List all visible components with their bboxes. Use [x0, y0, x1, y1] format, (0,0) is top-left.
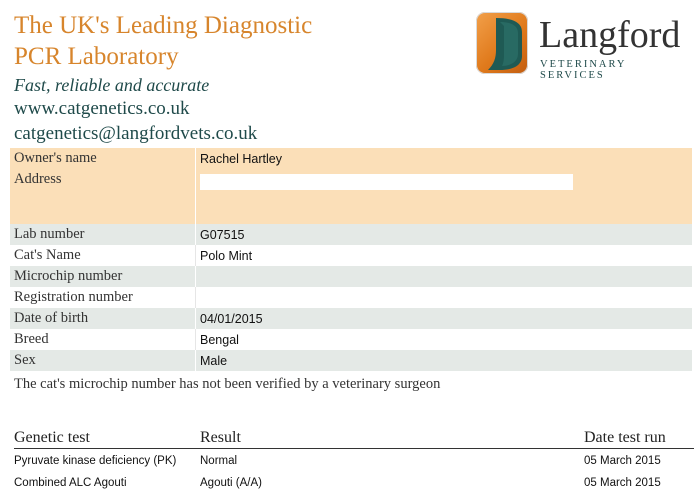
tests-header-row [14, 428, 694, 449]
registration-value [196, 287, 693, 308]
address-label: Address [10, 169, 196, 224]
table-row [10, 266, 692, 287]
langford-logo [476, 12, 692, 81]
address-value [196, 169, 693, 224]
logo-name: Langford [539, 14, 681, 56]
test-result: Normal [200, 455, 238, 467]
test-name: Pyruvate kinase deficiency (PK) [14, 455, 177, 467]
table-row [10, 287, 692, 308]
table-row [10, 245, 692, 266]
microchip-note: The cat's microchip number has not been verified by a veterinary surgeon [14, 376, 441, 392]
sex-label: Sex [10, 350, 196, 371]
test-date: 05 March 2015 [584, 455, 661, 467]
registration-label: Registration number [10, 287, 196, 308]
table-row [10, 224, 692, 245]
address-redacted-box [200, 174, 573, 190]
report-header [14, 10, 454, 146]
table-row [10, 169, 692, 224]
microchip-value [196, 266, 693, 287]
header-date: Date test run [584, 429, 666, 446]
dob-value: 04/01/2015 [196, 308, 693, 329]
cat-name-label: Cat's Name [10, 245, 196, 266]
headline-line-1: The UK's Leading Diagnostic [14, 12, 313, 39]
sex-value: Male [196, 350, 693, 371]
lab-number-label: Lab number [10, 224, 196, 245]
logo-subtitle: VETERINARY SERVICES [540, 59, 627, 81]
langford-logo-icon [476, 12, 528, 74]
table-row [14, 473, 694, 493]
table-row [10, 308, 692, 329]
headline-line-2: PCR Laboratory [14, 43, 179, 70]
lab-number-value: G07515 [196, 224, 693, 245]
header-genetic-test: Genetic test [14, 429, 90, 446]
genetic-tests-table [14, 428, 694, 493]
website-link[interactable]: www.catgenetics.co.uk [14, 98, 190, 119]
breed-value: Bengal [196, 329, 693, 350]
test-result: Agouti (A/A) [200, 477, 262, 489]
dob-label: Date of birth [10, 308, 196, 329]
table-row [10, 350, 692, 371]
tagline: Fast, reliable and accurate [14, 75, 210, 95]
header-result: Result [200, 429, 241, 446]
langford-logo-icon-graphic [476, 12, 528, 74]
email-link[interactable]: catgenetics@langfordvets.co.uk [14, 123, 258, 144]
table-row [10, 148, 692, 169]
breed-label: Breed [10, 329, 196, 350]
owner-name-value: Rachel Hartley [196, 148, 693, 169]
test-name: Combined ALC Agouti [14, 477, 127, 489]
table-row [14, 451, 694, 471]
cat-details-table [10, 148, 692, 371]
cat-name-value: Polo Mint [196, 245, 693, 266]
microchip-label: Microchip number [10, 266, 196, 287]
owner-name-label: Owner's name [10, 148, 196, 169]
table-row [10, 329, 692, 350]
test-date: 05 March 2015 [584, 477, 661, 489]
